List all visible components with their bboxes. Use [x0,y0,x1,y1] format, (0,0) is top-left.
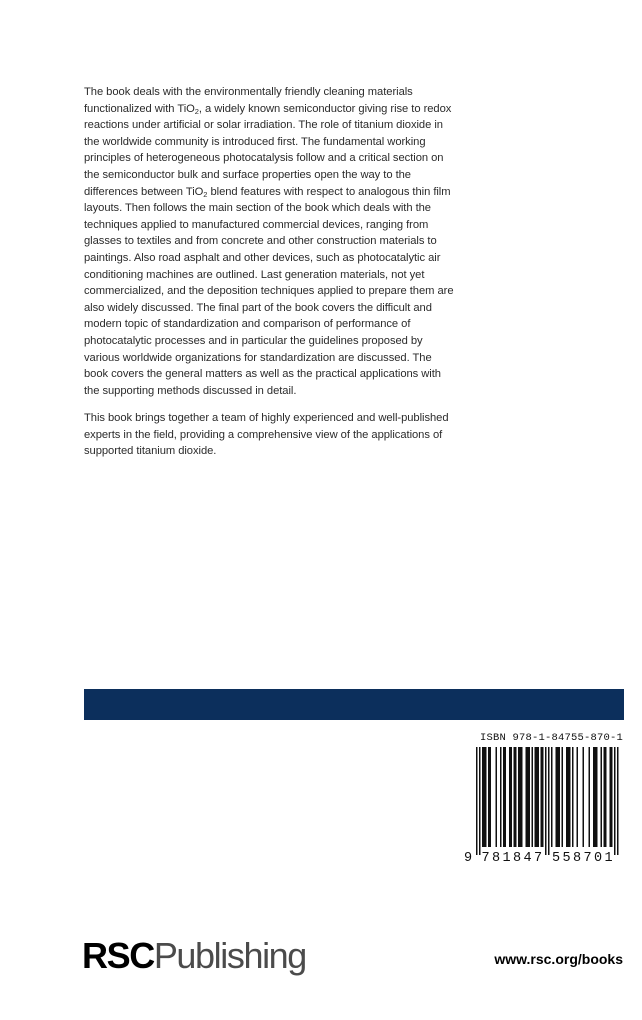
barcode-guard-bar [545,747,547,855]
barcode-bar [605,747,607,847]
barcode-digit: 7 [534,851,543,866]
barcode-guard-bar [617,747,619,855]
blurb-text: blend features with respect to analogous thin film layouts. Then follows the main section of the book which deals with the techniques applied to manufactured commercial devices, ranging from glasses to textiles and from concrete and other construction materials to paintings. Also road asphalt and other devices, such as photocatalytic air conditioning machines are outlined. Last generation materials, not yet commercialized, and the deposition techniques applied to prepare them are also widely discussed. The final part of the book covers the difficult and modern topic of standardization and comparison of performance of photocatalytic processes and in particular the guidelines proposed by various worldwide organizations for standardization are discussed. The book covers the general matters as well as the practical applications with the supporting methods discussed in detail. [84,185,454,397]
barcode-digit: 4 [523,851,532,866]
barcode-digit: 1 [604,851,613,866]
barcode-bar [610,747,612,847]
barcode-digit: 8 [492,851,501,866]
subscript: 2 [194,106,199,116]
barcode-bar [589,747,591,847]
barcode-bar [514,747,516,847]
barcode-bar [593,747,595,847]
barcode-digit: 5 [552,851,561,866]
barcode-bar [500,747,502,847]
back-cover-blurb [84,84,456,471]
barcode-bar [490,747,492,847]
barcode-digit: 7 [583,851,592,866]
barcode-bar [568,747,570,847]
blurb-text: , a widely known semiconductor giving rise to redox reactions under artificial or solar irradiation. The role of titanium dioxide in the worldwide community is introduced first. The fundamental working principles of heterogeneous photocatalysis follow and a critical section on the semiconductor bulk and surface properties open the way to the differences between TiO [84,102,452,198]
barcode-bar [518,747,520,847]
color-band [84,689,624,720]
blurb-paragraph-1 [84,84,456,399]
barcode-bar [532,747,534,847]
barcode-digit: 5 [562,851,571,866]
isbn-barcode [462,727,626,871]
barcode-bar [595,747,597,847]
website-url: www.rsc.org/books [494,951,623,967]
barcode-bar [604,747,606,847]
barcode-digit: 8 [573,851,582,866]
barcode-bar [505,747,507,847]
barcode-bar [529,747,531,847]
barcode-guard-bar [548,747,550,855]
barcode-digit: 0 [594,851,603,866]
barcode-bar [526,747,528,847]
barcode-bars [462,747,626,859]
barcode-bar [562,747,564,847]
barcode-bar [559,747,561,847]
isbn-label: ISBN 978-1-84755-870-1 [480,732,624,744]
logo-rsc: RSC [82,935,154,976]
barcode-bar [520,747,522,847]
blurb-paragraph-2: This book brings together a team of highly experienced and well-published experts in the field, providing a comprehensive view of the applications of supported titanium dioxide. [84,412,449,458]
barcode-bar [611,747,613,847]
barcode-bar [509,747,511,847]
barcode-bar [569,747,571,847]
subscript: 2 [203,189,208,199]
barcode-guard-bar [614,747,616,855]
barcode-bar [503,747,505,847]
barcode-bar [484,747,486,847]
barcode-bar [485,747,487,847]
barcode-guard-bar [476,747,478,855]
blurb-text: The book deals with the environmentally friendly cleaning materials functionalized with TiO [84,86,413,115]
barcode-bar [556,747,558,847]
barcode-digit: 9 [464,851,473,866]
barcode-bar [572,747,574,847]
barcode-bar [535,747,537,847]
barcode-bar [557,747,559,847]
barcode-bar [538,747,540,847]
barcode-bar [521,747,523,847]
barcode-bar [551,747,553,847]
barcode-bar [601,747,603,847]
barcode-bar [496,747,498,847]
barcode-bar [542,747,544,847]
barcode-bar [515,747,517,847]
barcode-bar [527,747,529,847]
barcode-guard-bar [479,747,481,855]
barcode-bar [583,747,585,847]
barcode-bar [511,747,513,847]
barcode-bar [488,747,490,847]
barcode-bar [541,747,543,847]
barcode-bar [482,747,484,847]
barcode-bar [536,747,538,847]
barcode-bar [566,747,568,847]
logo-publishing: Publishing [153,935,306,976]
barcode-bar [577,747,579,847]
barcode-bar [596,747,598,847]
barcode-digit: 7 [481,851,490,866]
barcode-digit: 1 [502,851,511,866]
publisher-logo [82,936,306,976]
barcode-digit: 8 [513,851,522,866]
